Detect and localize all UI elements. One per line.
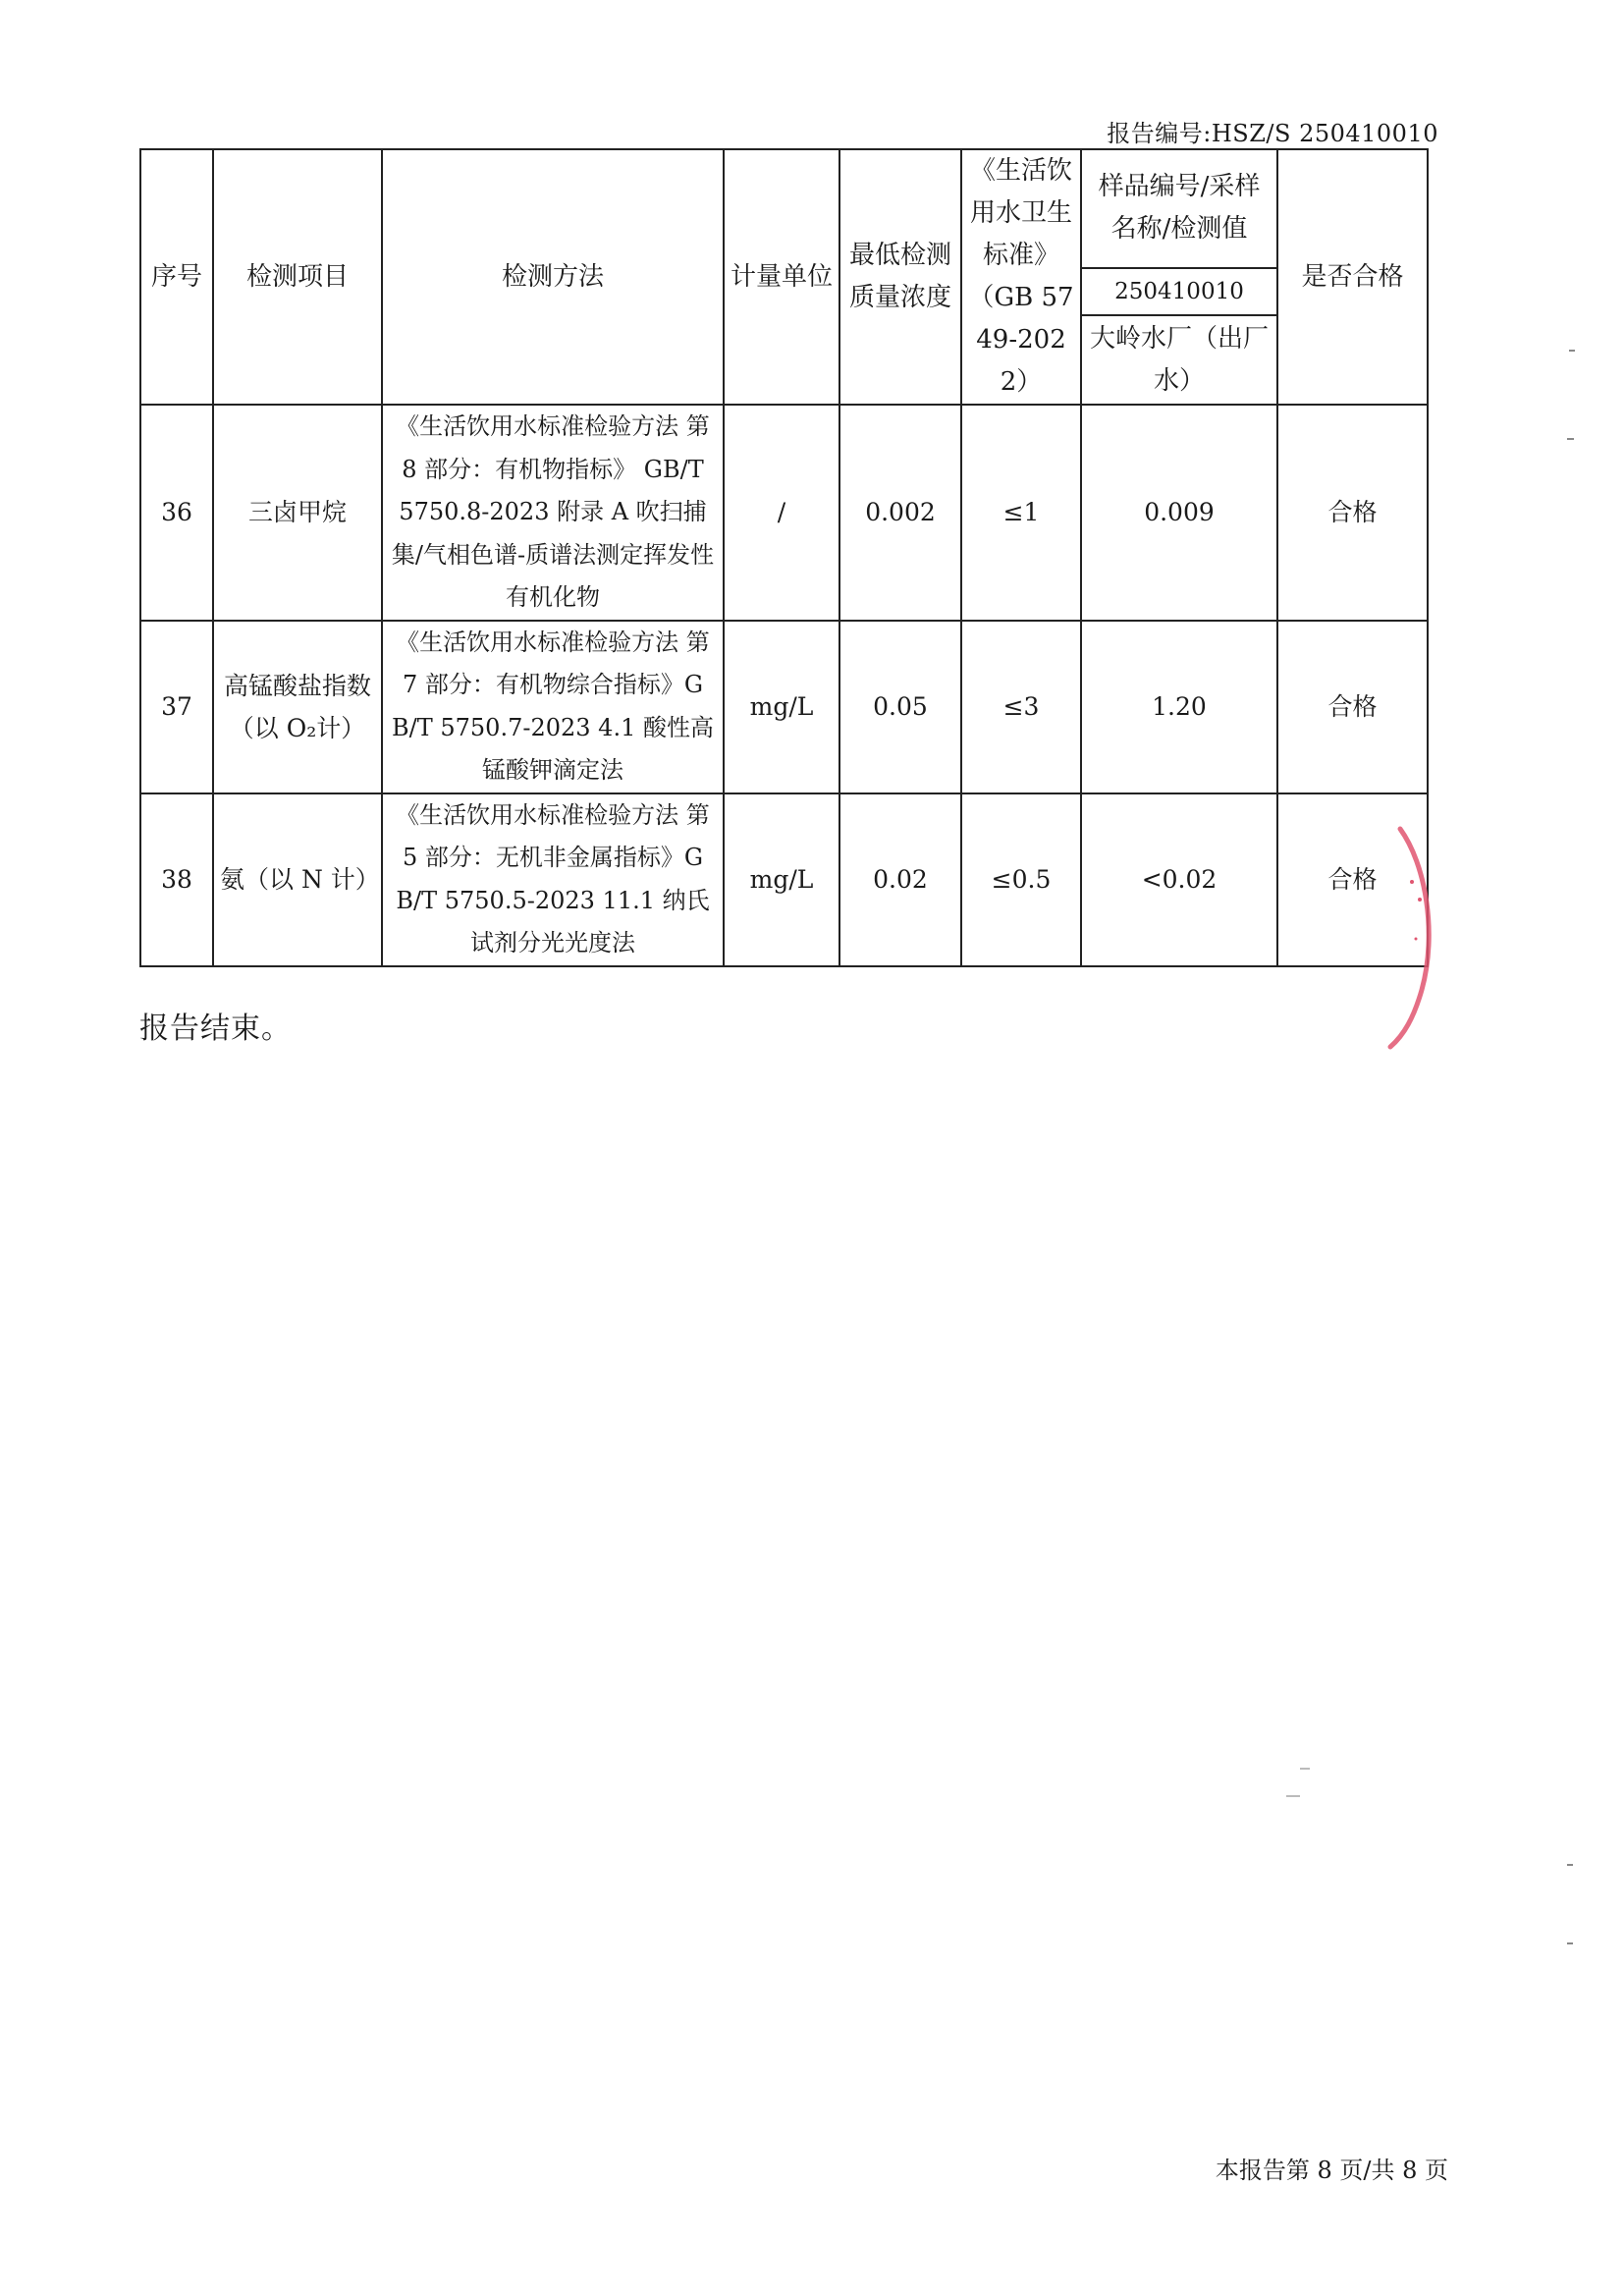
header-standard: 《生活饮用水卫生标准》（GB 5749-2022） [961, 149, 1081, 405]
header-pass: 是否合格 [1277, 149, 1428, 405]
row-unit: mg/L [724, 793, 839, 966]
row-seq: 38 [140, 793, 213, 966]
row-min-conc: 0.002 [839, 405, 961, 621]
header-sample-name: 大岭水厂（出厂水） [1081, 315, 1277, 405]
row-item: 氨（以 N 计） [213, 793, 382, 966]
scan-speck [1567, 1864, 1573, 1866]
table-row [140, 405, 1428, 621]
scan-speck [1567, 1942, 1573, 1944]
report-number: 报告编号:HSZ/S 250410010 [1107, 120, 1438, 147]
row-pass: 合格 [1277, 621, 1428, 793]
table-row [140, 621, 1428, 793]
page-footer: 本报告第 8 页/共 8 页 [1215, 2157, 1448, 2184]
row-value: 0.009 [1081, 405, 1277, 621]
scan-speck [1286, 1795, 1300, 1797]
row-limit: ≤3 [961, 621, 1081, 793]
scan-speck [1567, 438, 1574, 440]
row-method: 《生活饮用水标准检验方法 第 5 部分：无机非金属指标》GB/T 5750.5-2023 11.1 纳氏试剂分光光度法 [382, 793, 724, 966]
row-item: 三卤甲烷 [213, 405, 382, 621]
row-limit: ≤0.5 [961, 793, 1081, 966]
seal-stamp-icon [1365, 825, 1443, 1061]
header-item: 检测项目 [213, 149, 382, 405]
header-unit: 计量单位 [724, 149, 839, 405]
header-method: 检测方法 [382, 149, 724, 405]
row-unit: mg/L [724, 621, 839, 793]
row-item: 高锰酸盐指数（以 O₂计） [213, 621, 382, 793]
row-method: 《生活饮用水标准检验方法 第 8 部分：有机物指标》 GB/T 5750.8-2023 附录 A 吹扫捕集/气相色谱-质谱法测定挥发性有机化物 [382, 405, 724, 621]
row-seq: 36 [140, 405, 213, 621]
row-value: 1.20 [1081, 621, 1277, 793]
report-end-text: 报告结束。 [139, 1011, 292, 1046]
header-sample-id: 250410010 [1081, 268, 1277, 315]
scan-speck [1569, 350, 1575, 352]
row-unit: / [724, 405, 839, 621]
row-min-conc: 0.02 [839, 793, 961, 966]
header-min-conc: 最低检测质量浓度 [839, 149, 961, 405]
row-pass: 合格 [1277, 793, 1428, 966]
header-sample-group: 样品编号/采样名称/检测值 [1081, 149, 1277, 268]
row-limit: ≤1 [961, 405, 1081, 621]
row-value: <0.02 [1081, 793, 1277, 966]
table-row [140, 793, 1428, 966]
row-min-conc: 0.05 [839, 621, 961, 793]
scan-speck [1300, 1768, 1310, 1770]
row-method: 《生活饮用水标准检验方法 第 7 部分：有机物综合指标》GB/T 5750.7-2023 4.1 酸性高锰酸钾滴定法 [382, 621, 724, 793]
results-table [139, 148, 1429, 967]
header-seq: 序号 [140, 149, 213, 405]
row-seq: 37 [140, 621, 213, 793]
header-row [140, 149, 1428, 268]
row-pass: 合格 [1277, 405, 1428, 621]
